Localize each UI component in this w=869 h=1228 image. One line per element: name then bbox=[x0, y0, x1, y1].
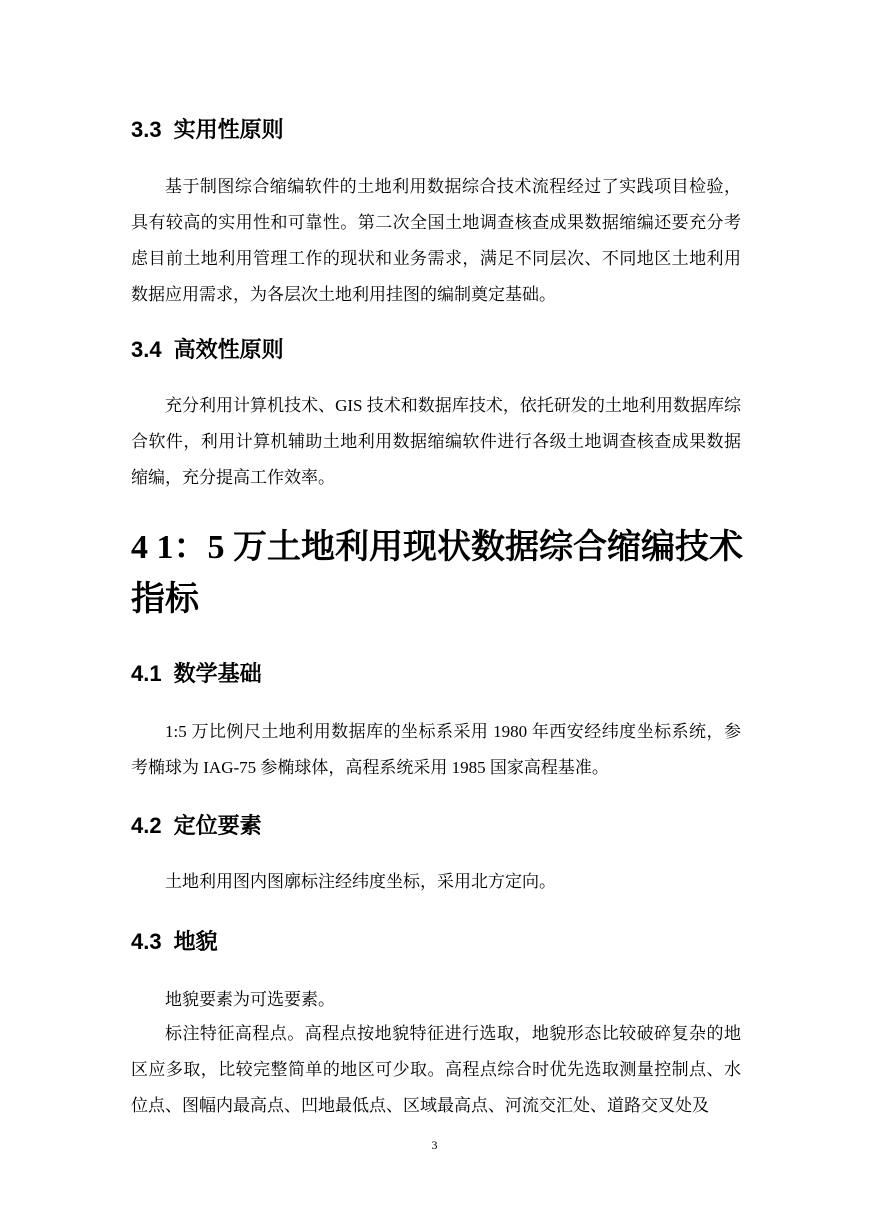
section-title: 高效性原则 bbox=[173, 337, 284, 362]
section-number: 4.1 bbox=[131, 661, 162, 686]
section-3-4-heading bbox=[131, 336, 284, 364]
section-title: 地貌 bbox=[173, 929, 218, 954]
section-4-2-heading bbox=[131, 812, 262, 840]
section-3-3-heading bbox=[131, 116, 284, 144]
section-4-1-heading bbox=[131, 660, 262, 688]
section-4-3-paragraph-1: 地貌要素为可选要素。 bbox=[165, 990, 335, 1009]
section-number: 4.3 bbox=[131, 929, 162, 954]
section-4-1-paragraph: 1:5 万比例尺土地利用数据库的坐标系采用 1980 年西安经纬度坐标系统，参考椭球为 IAG-75 参椭球体，高程系统采用 1985 国家高程基准。 bbox=[131, 722, 741, 777]
page-number: 3 bbox=[431, 1138, 438, 1152]
section-4-3-heading bbox=[131, 928, 218, 956]
section-4-2-paragraph: 土地利用图内图廓标注经纬度坐标，采用北方定向。 bbox=[165, 872, 556, 891]
section-number: 3.4 bbox=[131, 337, 162, 362]
section-3-4-paragraph: 充分利用计算机技术、GIS 技术和数据库技术，依托研发的土地利用数据库综合软件，利用计算机辅助土地利用数据缩编软件进行各级土地调查核查成果数据缩编，充分提高工作效率。 bbox=[131, 396, 741, 487]
chapter-4-heading: 4 1：5 万土地利用现状数据综合缩编技术指标 bbox=[131, 529, 743, 618]
section-3-3-paragraph: 基于制图综合缩编软件的土地利用数据综合技术流程经过了实践项目检验，具有较高的实用性和可靠性。第二次全国土地调查核查成果数据缩编还要充分考虑目前土地利用管理工作的现状和业务需求，满足不同层次、不同地区土地利用数据应用需求，为各层次土地利用挂图的编制奠定基础。 bbox=[131, 177, 741, 304]
section-number: 3.3 bbox=[131, 117, 162, 142]
section-4-3-paragraph-2: 标注特征高程点。高程点按地貌特征进行选取，地貌形态比较破碎复杂的地区应多取，比较完整简单的地区可少取。高程点综合时优先选取测量控制点、水位点、图幅内最高点、凹地最低点、区域最高点、河流交汇处、道路交叉处及 bbox=[131, 1024, 741, 1115]
section-title: 实用性原则 bbox=[173, 117, 284, 142]
section-title: 数学基础 bbox=[173, 661, 262, 686]
section-title: 定位要素 bbox=[173, 813, 262, 838]
section-number: 4.2 bbox=[131, 813, 162, 838]
